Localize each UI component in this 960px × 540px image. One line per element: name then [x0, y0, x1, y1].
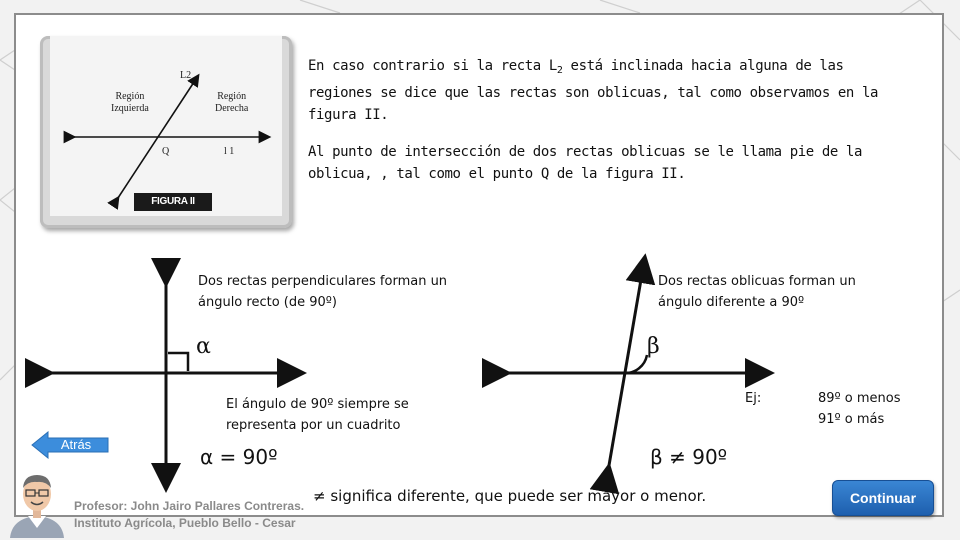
author-avatar [6, 466, 68, 538]
figure-region-right [215, 91, 248, 115]
region-right-line2: Derecha [215, 103, 249, 114]
author-institution: Instituto Agrícola, Pueblo Bello - Cesar [74, 516, 296, 530]
perpendicular-caption: Dos rectas perpendiculares forman un ángulo recto (de 90º) [198, 274, 448, 310]
back-button[interactable] [30, 431, 110, 459]
back-button-label: Atrás [60, 437, 92, 452]
figure-ii-lines [50, 36, 282, 216]
region-right-line1: Región [217, 91, 247, 102]
figure-line-label: L2 [180, 70, 192, 81]
paragraph-oblique-lines [308, 55, 908, 126]
figure-region-left [111, 91, 149, 115]
author-credits [74, 498, 304, 532]
author-name: Profesor: John Jairo Pallares Contreras. [74, 499, 305, 513]
beta-equation: β ≠ 90º [650, 445, 728, 469]
figure-ii-badge: FIGURA II [134, 193, 212, 211]
beta-symbol: β [647, 334, 660, 359]
figure-point-q: Q [162, 146, 170, 157]
para1-text-start: En caso contrario si la recta L [308, 58, 557, 74]
figure-ii-canvas [50, 36, 282, 216]
not-equal-note: ≠ significa diferente, que puede ser mayor o menor. [313, 487, 707, 505]
region-left-line1: Región [115, 91, 145, 102]
paragraph-foot-of-oblique: Al punto de intersección de dos rectas oblicuas se le llama pie de la oblicua, , tal como el punto Q de la figura II. [308, 144, 862, 182]
figure-base-line-label: l 1 [224, 146, 235, 157]
continue-button[interactable]: Continuar [832, 480, 934, 516]
region-left-line2: Izquierda [111, 103, 149, 114]
para1-text-end: está inclinada hacia alguna de las regiones se dice que las rectas son oblicuas, tal como observamos en la figura II. [308, 58, 879, 123]
alpha-equation: α = 90º [200, 445, 278, 469]
example-values: 89º o menos 91º o más [818, 391, 901, 427]
right-angle-note: El ángulo de 90º siempre se representa por un cuadrito [226, 397, 409, 433]
example-label: Ej: [745, 391, 762, 406]
oblique-caption: Dos rectas oblicuas forman un ángulo diferente a 90º [658, 274, 856, 310]
para1-subscript: 2 [556, 65, 563, 76]
alpha-symbol: α [196, 334, 211, 359]
